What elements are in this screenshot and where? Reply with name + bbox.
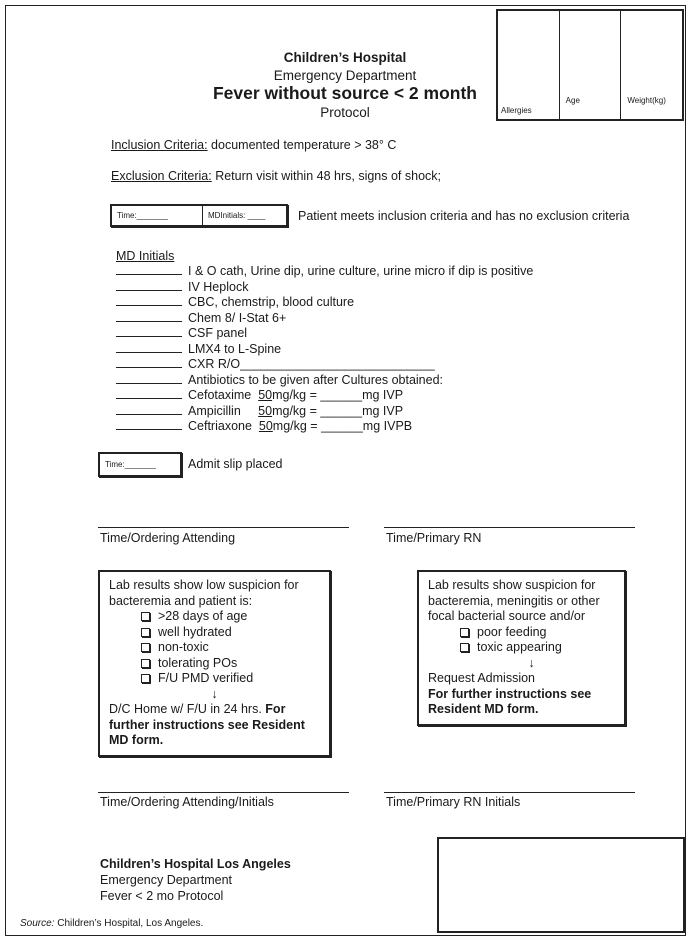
patient-info-box <box>496 9 684 121</box>
order-item <box>116 326 247 340</box>
age-label: Age <box>565 96 580 105</box>
hospital-name: Children’s Hospital <box>283 50 407 65</box>
criteria-text: poor feeding <box>477 624 547 639</box>
order-text: Antibiotics to be given after Cultures obtained: <box>188 373 444 387</box>
discharge-instructions <box>109 702 320 749</box>
age-cell[interactable] <box>560 11 622 119</box>
down-arrow-icon: ↓ <box>211 686 218 701</box>
admission-outcome: Request Admission <box>428 671 536 685</box>
ordering-attending-label: Time/Ordering Attending <box>100 531 236 545</box>
initials-blank[interactable] <box>116 311 182 322</box>
primary-rn-signature-line[interactable] <box>384 527 635 528</box>
initials-blank[interactable] <box>116 326 182 337</box>
ordering-attending-initials-label: Time/Ordering Attending/Initials <box>100 795 274 809</box>
page-subtitle: Protocol <box>320 105 370 120</box>
source-text: Children’s Hospital, Los Angeles. <box>54 918 204 929</box>
footer-department: Emergency Department <box>100 873 233 887</box>
exclusion-text: Return visit within 48 hrs, signs of shock; <box>211 169 441 183</box>
allergies-cell[interactable] <box>498 11 560 119</box>
criteria-checkbox-item[interactable] <box>109 656 320 672</box>
initials-blank[interactable] <box>116 357 182 368</box>
order-item <box>116 264 533 278</box>
order-text: Chem 8/ I-Stat 6+ <box>188 311 287 325</box>
department-name: Emergency Department <box>273 68 417 83</box>
criteria-checkbox-item[interactable] <box>109 609 320 625</box>
med-dose: 50 <box>258 419 273 433</box>
inclusion-label: Inclusion Criteria: <box>111 138 208 152</box>
order-item <box>116 280 248 294</box>
initials-blank[interactable] <box>116 264 182 275</box>
high-suspicion-intro: Lab results show suspicion for bacteremia, meningitis or other focal bacterial source and/or <box>428 578 600 623</box>
primary-rn-initials-label: Time/Primary RN Initials <box>386 795 521 809</box>
ordering-attending-signature-line[interactable] <box>98 527 349 528</box>
low-suspicion-intro: Lab results show low suspicion for bacteremia and patient is: <box>109 578 299 608</box>
med-name: Ceftriaxone <box>188 419 252 433</box>
source-note <box>20 918 203 929</box>
med-name: Cefotaxime <box>188 388 252 402</box>
checkbox-icon[interactable] <box>141 628 150 637</box>
order-item <box>116 373 443 387</box>
down-arrow-icon: ↓ <box>528 655 535 670</box>
med-rest: mg/kg = ______mg IVP <box>272 388 404 402</box>
ordering-attending-initials-signature-line[interactable] <box>98 792 349 793</box>
checkbox-icon[interactable] <box>460 643 469 652</box>
order-text: LMX4 to L-Spine <box>188 342 282 356</box>
med-order <box>116 404 403 418</box>
checkbox-icon[interactable] <box>141 612 150 621</box>
md-initials-heading: MD Initials <box>116 249 175 263</box>
med-rest: mg/kg = ______mg IVP <box>272 404 404 418</box>
order-item <box>116 342 281 356</box>
criteria-text: toxic appearing <box>477 640 562 654</box>
checkbox-icon[interactable] <box>141 674 150 683</box>
low-suspicion-panel <box>98 570 331 757</box>
initials-blank[interactable] <box>116 419 182 430</box>
criteria-text: F/U PMD verified <box>158 671 254 685</box>
admission-further-instructions: For further instructions see Resident MD form. <box>428 686 592 716</box>
weight-label: Weight(kg) <box>627 96 666 105</box>
med-rest: mg/kg = ______mg IVPB <box>272 419 413 433</box>
checkbox-icon[interactable] <box>141 659 150 668</box>
med-order <box>116 388 403 402</box>
inclusion-text: documented temperature > 38° C <box>207 138 397 152</box>
footer-protocol: Fever < 2 mo Protocol <box>100 889 224 903</box>
inclusion-stamp <box>110 204 288 227</box>
discharge-outcome: D/C Home w/ F/U in 24 hrs. <box>109 702 262 716</box>
inclusion-criteria <box>111 138 396 152</box>
criteria-checkbox-item[interactable] <box>428 640 615 656</box>
criteria-text: well hydrated <box>158 624 232 639</box>
initials-blank[interactable] <box>116 373 182 384</box>
order-text: CBC, chemstrip, blood culture <box>188 295 355 309</box>
primary-rn-initials-signature-line[interactable] <box>384 792 635 793</box>
criteria-text: >28 days of age <box>158 609 248 623</box>
med-order <box>116 419 412 433</box>
initials-blank[interactable] <box>116 404 182 415</box>
allergies-label: Allergies <box>501 106 532 115</box>
checkbox-icon[interactable] <box>141 643 150 652</box>
med-dose: 50 <box>258 404 273 418</box>
order-item <box>116 295 354 309</box>
admit-slip-text: Admit slip placed <box>188 457 283 471</box>
criteria-checkbox-item[interactable] <box>109 625 320 641</box>
criteria-text: tolerating POs <box>158 655 238 670</box>
order-item <box>116 311 286 325</box>
footer-block <box>100 856 291 904</box>
order-text: IV Heplock <box>188 280 249 294</box>
initials-blank[interactable] <box>116 342 182 353</box>
high-suspicion-panel <box>417 570 626 726</box>
patient-label-box[interactable] <box>437 837 685 933</box>
stamp-md-initials-field[interactable]: MDInitials: ____ <box>202 206 270 225</box>
order-item <box>116 357 435 371</box>
criteria-text: non-toxic <box>158 640 209 654</box>
primary-rn-label: Time/Primary RN <box>386 531 482 545</box>
order-text: I & O cath, Urine dip, urine culture, urine micro if dip is positive <box>188 264 534 278</box>
stamp-time-field[interactable]: Time:_______ <box>117 211 168 220</box>
criteria-checkbox-item[interactable] <box>109 640 320 656</box>
inclusion-statement: Patient meets inclusion criteria and has no exclusion criteria <box>298 209 630 223</box>
initials-blank[interactable] <box>116 388 182 399</box>
source-label: Source: <box>20 918 55 929</box>
exclusion-label: Exclusion Criteria: <box>111 169 212 183</box>
med-dose: 50 <box>258 388 273 402</box>
exclusion-criteria <box>111 169 441 183</box>
med-name: Ampicillin <box>188 404 241 418</box>
page-title: Fever without source < 2 month <box>212 83 477 103</box>
criteria-checkbox-item[interactable] <box>428 625 615 641</box>
initials-blank[interactable] <box>116 280 182 291</box>
order-text: CXR R/O____________________________ <box>188 357 435 371</box>
initials-blank[interactable] <box>116 295 182 306</box>
footer-hospital: Children’s Hospital Los Angeles <box>100 857 291 871</box>
admit-time-field[interactable]: Time:_______ <box>105 460 156 469</box>
criteria-checkbox-item[interactable] <box>109 671 320 687</box>
order-text: CSF panel <box>188 326 248 340</box>
weight-cell[interactable] <box>621 11 682 119</box>
admit-stamp <box>98 452 182 477</box>
discharge-further-instructions: For further instructions see Resident MD form. <box>109 702 305 747</box>
checkbox-icon[interactable] <box>460 628 469 637</box>
